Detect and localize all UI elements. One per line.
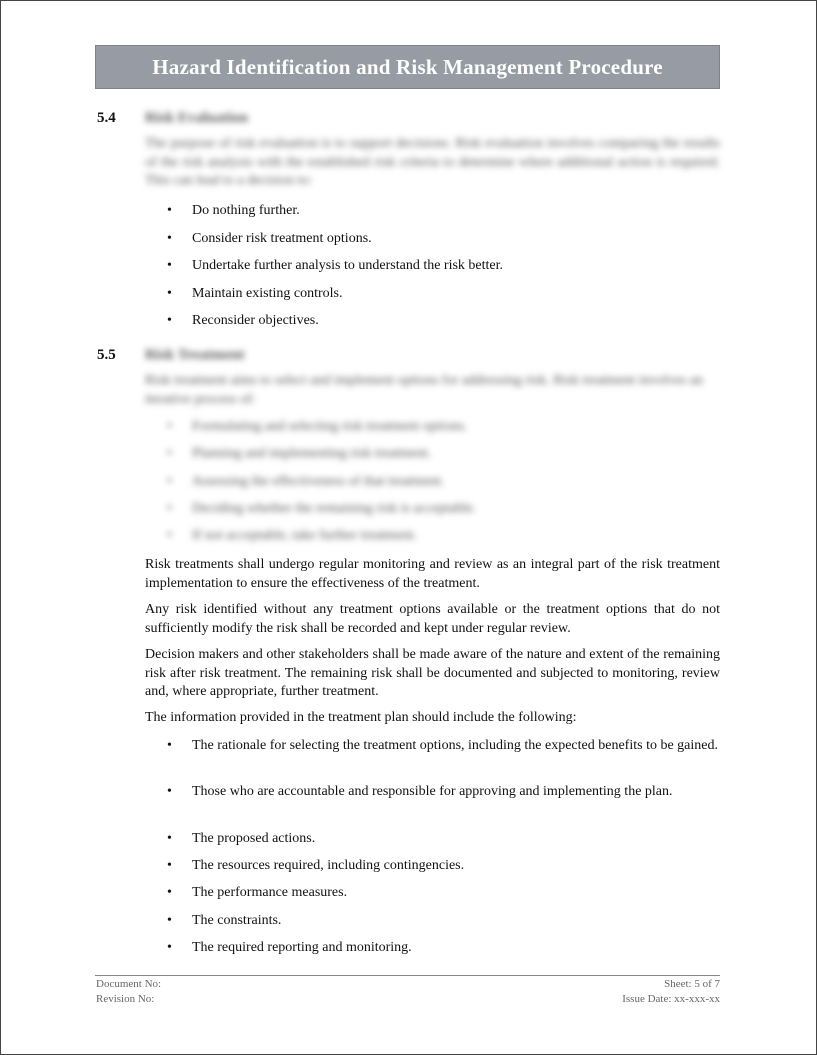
bullet-icon: • (167, 738, 172, 753)
paragraph-untreated-risk: Any risk identified without any treatment options available or the treatment options that do not sufficiently modify the risk shall be recorded and kept under regular review. (145, 602, 720, 636)
section-5-5-heading-blurred: Risk Treatment (145, 347, 245, 363)
section-5-5-redacted-content (145, 347, 720, 553)
section-5-4-heading-blurred: Risk Evaluation (145, 110, 248, 126)
footer-divider (95, 975, 720, 976)
list-item: • The resources required, including contingencies. (167, 858, 465, 873)
section-5-5-blurred-list (165, 417, 720, 553)
list-item: • Undertake further analysis to understand the risk better. (167, 258, 504, 273)
list-item: • If not acceptable, take further treatment. (165, 526, 720, 553)
footer-issue-date: Issue Date: xx-xxx-xx (622, 993, 720, 1005)
paragraph-treatment-plan-intro: The information provided in the treatment plan should include the following: (145, 710, 577, 725)
list-item: • Assessing the effectiveness of that treatment. (165, 472, 720, 499)
bullet-icon: • (167, 230, 172, 246)
paragraph-remaining-risk: Decision makers and other stakeholders shall be made aware of the nature and extent of the remaining risk after risk treatment. The remaining risk shall be documented and subjected to monitoring, review and, where appropriate, further treatment. (145, 647, 720, 699)
list-item: • Reconsider objectives. (167, 313, 319, 328)
bullet-icon: • (167, 831, 172, 846)
bullet-icon: • (167, 784, 172, 799)
list-item: • Maintain existing controls. (167, 285, 343, 301)
section-5-4-bullet-list (145, 201, 720, 339)
footer-sheet-number: Sheet: 5 of 7 (664, 978, 720, 990)
list-item: • The rationale for selecting the treatment options, including the expected benefits to be gained. (167, 738, 718, 753)
bullet-icon: • (167, 313, 172, 328)
section-number-5-4: 5.4 (97, 110, 116, 126)
list-item: • The proposed actions. (167, 831, 316, 846)
section-5-4-redacted-content (145, 110, 720, 191)
bullet-icon: • (167, 203, 172, 218)
list-item: • The performance measures. (167, 885, 348, 900)
list-item: • Formulating and selecting risk treatment options. (165, 417, 720, 444)
paragraph-monitoring-review: Risk treatments shall undergo regular monitoring and review as an integral part of the risk treatment implementation to ensure the effectiveness of the treatment. (145, 557, 720, 591)
list-item: • Consider risk treatment options. (167, 230, 372, 246)
bullet-icon: • (167, 858, 172, 873)
list-item: • Deciding whether the remaining risk is acceptable. (165, 499, 720, 526)
bullet-icon: • (167, 258, 172, 273)
list-item: • The constraints. (167, 912, 282, 928)
bullet-icon: • (167, 912, 172, 928)
bullet-icon: • (167, 885, 172, 900)
section-5-5-paragraph-blurred: Risk treatment aims to select and implement options for addressing risk. Risk treatment involves an iterative process of: (145, 373, 703, 407)
bullet-icon: • (167, 285, 172, 301)
document-title: Hazard Identification and Risk Management Procedure (152, 54, 663, 79)
document-header-banner (95, 45, 720, 89)
list-item: • Planning and implementing risk treatment. (165, 444, 720, 471)
bullet-icon: • (167, 939, 172, 955)
list-item: • Do nothing further. (167, 203, 300, 218)
treatment-plan-bullet-list (145, 736, 720, 965)
list-item: • Those who are accountable and responsible for approving and implementing the plan. (167, 784, 673, 799)
list-item: • The required reporting and monitoring. (167, 939, 412, 955)
section-number-5-5: 5.5 (97, 347, 116, 363)
footer-revision-no: Revision No: (96, 993, 155, 1005)
footer-document-no: Document No: (96, 978, 162, 990)
section-5-4-paragraph-blurred: The purpose of risk evaluation is to support decisions. Risk evaluation involves comparing the results of the risk analysis with the established risk criteria to determine where additional action is required. This can lead to a decision to: (145, 136, 720, 188)
